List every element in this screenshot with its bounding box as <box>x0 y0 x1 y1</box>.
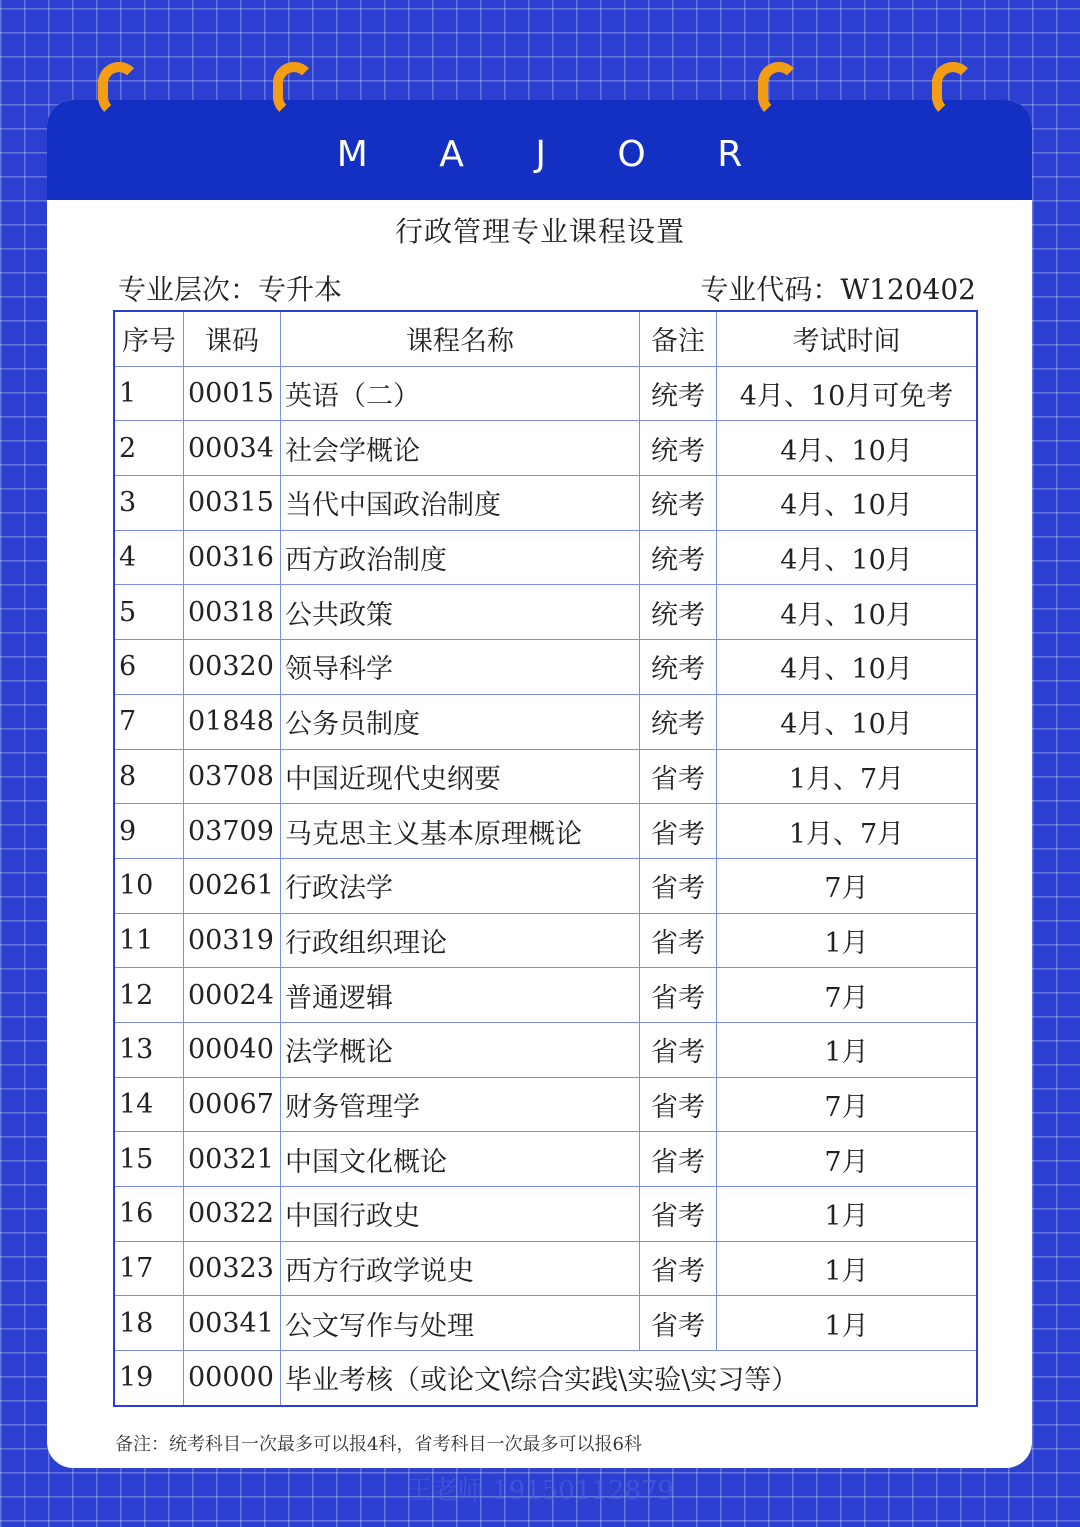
table-row <box>114 1241 977 1296</box>
cell-no: 19 <box>114 1351 184 1406</box>
major-level: 专业层次：专升本 <box>118 273 343 306</box>
cell-no: 12 <box>114 968 184 1023</box>
course-table <box>113 310 978 1407</box>
table-row <box>114 858 977 913</box>
column-header-no: 序号 <box>114 311 184 366</box>
cell-name: 中国文化概论 <box>281 1132 640 1187</box>
cell-no: 9 <box>114 804 184 859</box>
cell-name: 中国近现代史纲要 <box>281 749 640 804</box>
cell-name: 行政组织理论 <box>281 913 640 968</box>
cell-note: 省考 <box>640 1077 717 1132</box>
cell-code: 00040 <box>184 1022 281 1077</box>
cell-name: 公共政策 <box>281 585 640 640</box>
cell-time: 4月、10月可免考 <box>717 366 978 421</box>
cell-code: 03708 <box>184 749 281 804</box>
cell-name: 马克思主义基本原理概论 <box>281 804 640 859</box>
cell-no: 11 <box>114 913 184 968</box>
cell-name: 公文写作与处理 <box>281 1296 640 1351</box>
cell-note: 统考 <box>640 585 717 640</box>
cell-name: 领导科学 <box>281 640 640 695</box>
cell-name: 当代中国政治制度 <box>281 476 640 531</box>
column-header-note: 备注 <box>640 311 717 366</box>
column-header-time: 考试时间 <box>717 311 978 366</box>
table-row <box>114 1351 977 1406</box>
cell-time: 4月、10月 <box>717 640 978 695</box>
cell-time: 1月 <box>717 1296 978 1351</box>
table-row <box>114 1187 977 1242</box>
table-row <box>114 476 977 531</box>
table-row <box>114 1132 977 1187</box>
table-row <box>114 585 977 640</box>
cell-time: 4月、10月 <box>717 421 978 476</box>
binder-ring-front-icon <box>758 62 800 118</box>
cell-name: 社会学概论 <box>281 421 640 476</box>
cell-time: 1月 <box>717 1241 978 1296</box>
table-row <box>114 694 977 749</box>
major-title: M A J O R <box>336 134 773 175</box>
cell-note: 省考 <box>640 749 717 804</box>
cell-time: 4月、10月 <box>717 530 978 585</box>
cell-no: 1 <box>114 366 184 421</box>
page-title: 行政管理专业课程设置 <box>394 215 685 248</box>
cell-note: 省考 <box>640 858 717 913</box>
card-header <box>47 100 1032 200</box>
table-row <box>114 1296 977 1351</box>
cell-no: 2 <box>114 421 184 476</box>
cell-name: 毕业考核（或论文\综合实践\实验\实习等） <box>281 1351 978 1406</box>
cell-code: 00315 <box>184 476 281 531</box>
cell-no: 14 <box>114 1077 184 1132</box>
cell-name: 法学概论 <box>281 1022 640 1077</box>
column-header-code: 课码 <box>184 311 281 366</box>
cell-time: 4月、10月 <box>717 476 978 531</box>
cell-code: 00316 <box>184 530 281 585</box>
cell-code: 00322 <box>184 1187 281 1242</box>
table-row <box>114 749 977 804</box>
cell-name: 西方政治制度 <box>281 530 640 585</box>
cell-code: 00321 <box>184 1132 281 1187</box>
cell-code: 00341 <box>184 1296 281 1351</box>
cell-code: 00067 <box>184 1077 281 1132</box>
cell-no: 6 <box>114 640 184 695</box>
cell-no: 7 <box>114 694 184 749</box>
cell-no: 10 <box>114 858 184 913</box>
cell-code: 00320 <box>184 640 281 695</box>
cell-code: 03709 <box>184 804 281 859</box>
cell-note: 统考 <box>640 694 717 749</box>
cell-note: 省考 <box>640 913 717 968</box>
table-row <box>114 968 977 1023</box>
major-code: 专业代码：W120402 <box>700 273 976 306</box>
cell-code: 00318 <box>184 585 281 640</box>
cell-note: 统考 <box>640 640 717 695</box>
table-header-row <box>114 311 977 366</box>
cell-no: 5 <box>114 585 184 640</box>
cell-note: 省考 <box>640 1187 717 1242</box>
cell-name: 英语（二） <box>281 366 640 421</box>
cell-time: 7月 <box>717 858 978 913</box>
cell-no: 8 <box>114 749 184 804</box>
cell-time: 7月 <box>717 1077 978 1132</box>
cell-note: 省考 <box>640 1132 717 1187</box>
cell-code: 00034 <box>184 421 281 476</box>
cell-no: 13 <box>114 1022 184 1077</box>
cell-note: 统考 <box>640 366 717 421</box>
course-table-body <box>114 366 977 1406</box>
cell-note: 省考 <box>640 1296 717 1351</box>
binder-ring-front-icon <box>932 62 974 118</box>
cell-code: 00024 <box>184 968 281 1023</box>
cell-name: 普通逻辑 <box>281 968 640 1023</box>
cell-code: 01848 <box>184 694 281 749</box>
cell-time: 1月 <box>717 1187 978 1242</box>
cell-time: 1月 <box>717 913 978 968</box>
cell-no: 16 <box>114 1187 184 1242</box>
cell-time: 1月 <box>717 1022 978 1077</box>
cell-name: 西方行政学说史 <box>281 1241 640 1296</box>
column-header-name: 课程名称 <box>281 311 640 366</box>
cell-name: 中国行政史 <box>281 1187 640 1242</box>
table-row <box>114 366 977 421</box>
cell-code: 00000 <box>184 1351 281 1406</box>
cell-no: 4 <box>114 530 184 585</box>
footnote: 备注：统考科目一次最多可以报4科，省考科目一次最多可以报6科 <box>115 1434 642 1455</box>
cell-no: 3 <box>114 476 184 531</box>
cell-note: 统考 <box>640 421 717 476</box>
cell-time: 4月、10月 <box>717 694 978 749</box>
table-row <box>114 913 977 968</box>
table-row <box>114 421 977 476</box>
table-row <box>114 804 977 859</box>
cell-time: 7月 <box>717 1132 978 1187</box>
cell-time: 1月、7月 <box>717 804 978 859</box>
cell-time: 4月、10月 <box>717 585 978 640</box>
cell-note: 省考 <box>640 1022 717 1077</box>
cell-name: 公务员制度 <box>281 694 640 749</box>
cell-code: 00261 <box>184 858 281 913</box>
table-row <box>114 530 977 585</box>
cell-note: 省考 <box>640 968 717 1023</box>
cell-no: 15 <box>114 1132 184 1187</box>
binder-ring-front-icon <box>98 62 140 118</box>
cell-code: 00323 <box>184 1241 281 1296</box>
cell-name: 行政法学 <box>281 858 640 913</box>
cell-note: 统考 <box>640 476 717 531</box>
cell-code: 00319 <box>184 913 281 968</box>
table-row <box>114 640 977 695</box>
cell-name: 财务管理学 <box>281 1077 640 1132</box>
cell-note: 统考 <box>640 530 717 585</box>
binder-ring-front-icon <box>273 62 315 118</box>
table-row <box>114 1022 977 1077</box>
cell-note: 省考 <box>640 804 717 859</box>
watermark: 王老师 19150112879 <box>405 1476 675 1506</box>
cell-note: 省考 <box>640 1241 717 1296</box>
cell-code: 00015 <box>184 366 281 421</box>
cell-time: 1月、7月 <box>717 749 978 804</box>
table-row <box>114 1077 977 1132</box>
cell-no: 18 <box>114 1296 184 1351</box>
cell-time: 7月 <box>717 968 978 1023</box>
cell-no: 17 <box>114 1241 184 1296</box>
